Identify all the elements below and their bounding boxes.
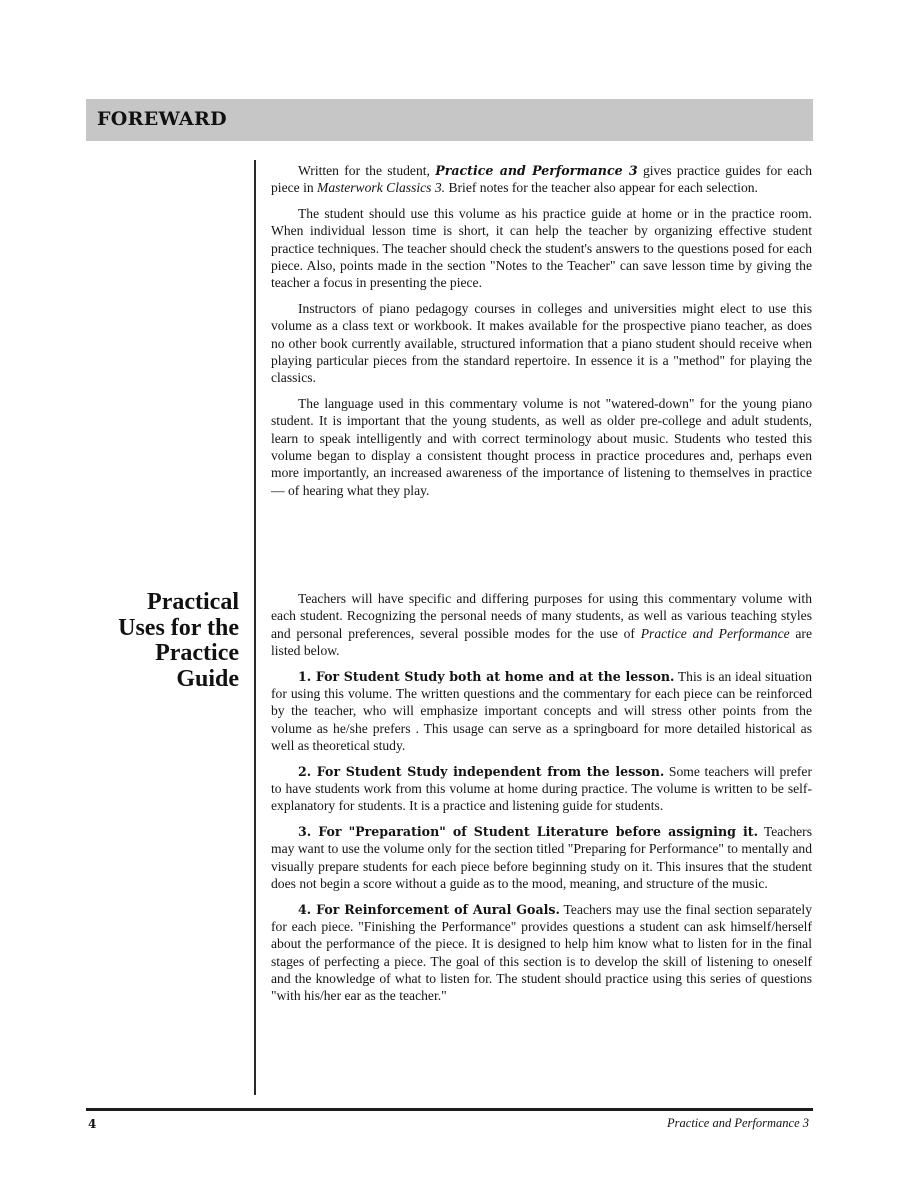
- section-header-bar: [86, 99, 813, 141]
- text-run: gives practice guides for each piece in: [271, 163, 813, 196]
- running-title: Practice and Performance 3: [667, 1116, 809, 1130]
- page-number: 4: [88, 1117, 97, 1131]
- foreword-paragraph: The language used in this commentary volume is not "watered-down" for the young piano student. It is important that the young students, as well as older pre-college and adult students, learn to speak intelligently and with correct terminology about music. Students who tested this volume began to display a consistent thought process in practice procedures and, perhaps even more importantly, an increased awareness of the importance of listening to themselves in practice — of hearing what they play.: [271, 396, 812, 498]
- use-item-lead: 3. For "Preparation" of Student Literature before assigning it.: [298, 824, 759, 840]
- book-title: Practice and Performance 3: [435, 163, 638, 178]
- foreword-paragraph: The student should use this volume as his practice guide at home or in the practice room. When individual lesson time is short, it can help the teacher by organizing effective student practice techniques. The teacher should check the student's answers to the questions posed for each piece. Also, points made in the section "Notes to the Teacher" can save lesson time by giving the teacher a focus in presenting the piece.: [271, 206, 812, 291]
- book-title: Practice and Performance: [640, 625, 790, 641]
- column-divider: [254, 160, 256, 1095]
- heading-line: Practical: [147, 589, 239, 615]
- heading-line: Uses for the: [118, 614, 239, 641]
- foreword-body: [271, 162, 812, 507]
- use-item-lead: 4. For Reinforcement of Aural Goals.: [298, 901, 560, 917]
- use-item-lead: 2. For Student Study independent from the lesson.: [298, 763, 665, 779]
- text-run: Brief notes for the teacher also appear for each selection.: [445, 180, 758, 196]
- book-title: Masterwork Classics 3.: [317, 180, 446, 196]
- practical-uses-body: [271, 590, 812, 1013]
- use-item: [271, 901, 812, 1005]
- text-run: Teachers will have specific and differing purposes for using this commentary volume with each student. Recognizing the personal needs of many students, as well as various teaching styles and personal preferences, several possible modes for the use of: [271, 591, 812, 641]
- footer-rule: [86, 1108, 813, 1111]
- use-item-text: Teachers may use the final section separately for each piece. "Finishing the Performance" provides questions a student can ask himself/herself about the performance of the piece. It is designed to help him know what to listen for in the final stages of perfecting a piece. The goal of this section is to develop the skill of listening to oneself and the knowledge of what to listen for. The student should practice using this series of questions "with his/her ear as the teacher.": [271, 901, 812, 1004]
- use-item: [271, 668, 812, 754]
- use-item-text: This is an ideal situation for using this volume. The written questions and the commentary for each piece can be reinforced by the teacher, who will emphasize important concepts and will stress other points from the volume as he/she prefers . This usage can serve as a springboard for more detailed historical as well as theoretical study.: [271, 668, 812, 753]
- use-item: [271, 763, 812, 815]
- intro-paragraph: [271, 590, 812, 659]
- use-item-lead: 1. For Student Study both at home and at the lesson.: [298, 668, 675, 684]
- text-run: are listed below.: [271, 625, 812, 658]
- foreword-paragraph: Instructors of piano pedagogy courses in colleges and universities might elect to use this volume as a class text or workbook. It makes available for the prospective piano teacher, as does no other book currently available, structured information that a piano student should receive when playing particular pieces from the standard repertoire. In essence it is a "method" for playing the classics.: [271, 301, 812, 386]
- use-item: [271, 823, 812, 892]
- heading-line: Practice: [155, 640, 239, 666]
- text-run: Written for the student,: [298, 163, 436, 178]
- use-item-text: Some teachers will prefer to have students work from this volume at home during practice. The volume is written to be self-explanatory for students. It is a practice and listening guide for students.: [271, 763, 812, 814]
- heading-line: Guide: [176, 665, 239, 692]
- use-item-text: Teachers may want to use the volume only for the section titled "Preparing for Performance" to mentally and visually prepare students for each piece before beginning study on it. This insures that the student does not begin a score without a guide as to the mood, meaning, and structure of the music.: [271, 824, 812, 891]
- foreword-paragraph: [271, 162, 812, 197]
- section-title: FOREWARD: [97, 108, 227, 130]
- practical-uses-heading: [96, 590, 239, 692]
